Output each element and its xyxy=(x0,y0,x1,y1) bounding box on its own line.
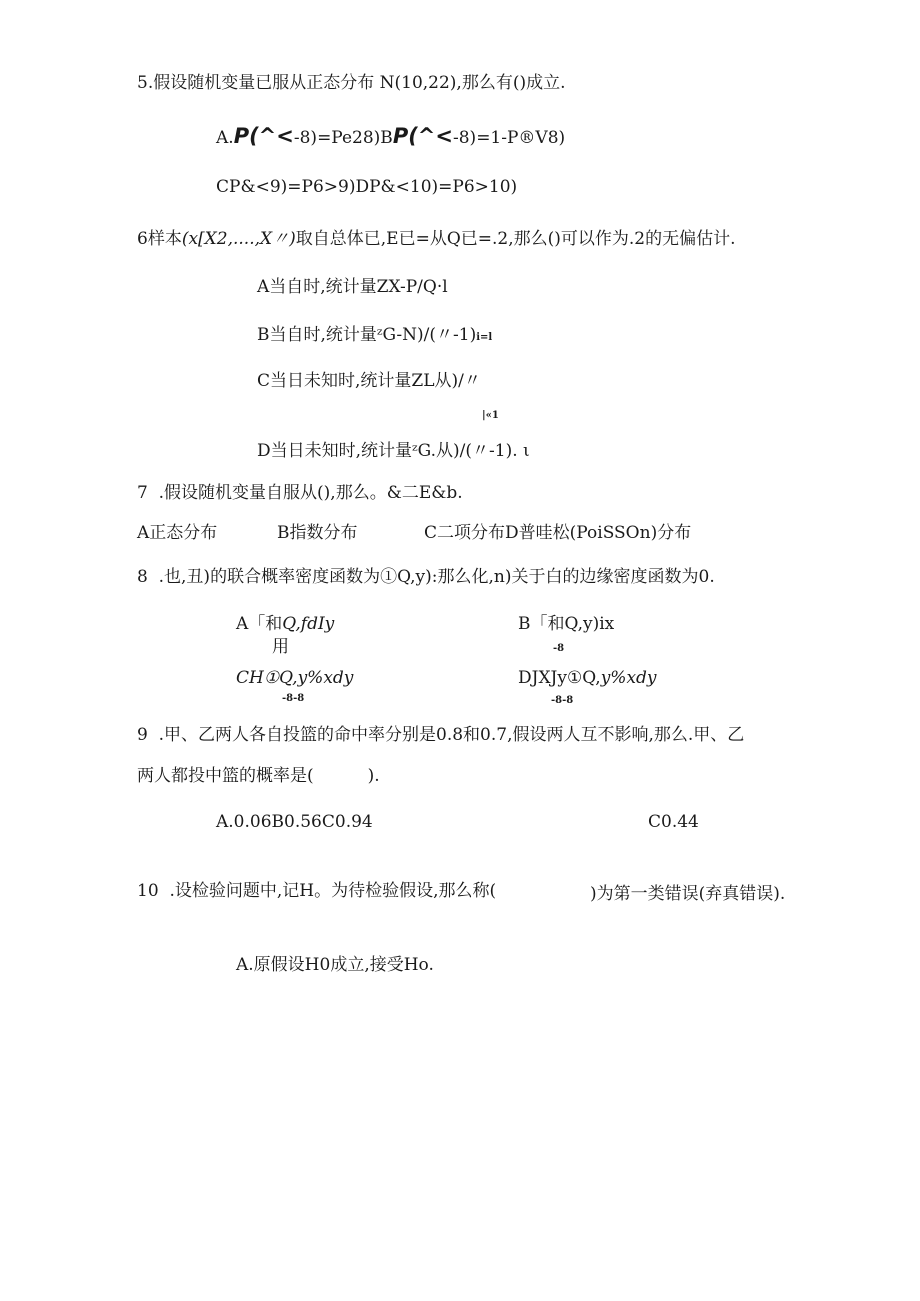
q8-option-a-prefix: A「和 xyxy=(236,614,283,634)
q9-option-d: C0.44 xyxy=(648,812,699,832)
q6-option-b-text: B当自时,统计量ᶻG-N)/(〃-1) xyxy=(257,325,477,345)
q8-option-c: CH①Q,y%xdy xyxy=(236,668,354,688)
q7-option-b: B指数分布 xyxy=(277,523,358,543)
q8-option-d-expr: y%xdy xyxy=(600,668,657,688)
q8-stem: 8 .也,丑)的联合概率密度函数为①Q,y):那么化,n)关于白的边缘密度函数为0. xyxy=(137,567,715,587)
q5-stem: 5.假设随机变量已服从正态分布 N(10,22),那么有()成立. xyxy=(137,73,566,93)
q8-option-b-sub: -8 xyxy=(553,643,565,654)
q8-option-c-sub: -8-8 xyxy=(282,693,305,704)
q10-stem-end: )为第一类错误(弃真错误). xyxy=(590,884,786,904)
q6-option-b-sub: i=l xyxy=(476,332,493,343)
q6-option-c-sub: |«1 xyxy=(482,410,499,421)
q6-stem xyxy=(137,229,736,249)
q5-opt-a-prob: P(^< xyxy=(233,124,294,148)
q7-option-cd: C二项分布D普哇松(PoiSSOn)分布 xyxy=(424,523,692,543)
q6-option-b xyxy=(257,325,492,345)
q8-option-d-prefix: DJXJy①Q, xyxy=(518,668,601,688)
q5-opt-a-prefix: A. xyxy=(216,128,234,148)
q10-option-a: A.原假设H0成立,接受Ho. xyxy=(236,955,434,975)
q5-options-ab xyxy=(216,126,565,148)
q6-option-c: C当日未知时,统计量ZL从)/〃 xyxy=(257,371,481,391)
q8-option-a-expr: Q,fdIy xyxy=(282,614,335,634)
q6-stem-start: 6样本 xyxy=(137,229,182,249)
q6-option-a: A当自时,统计量ZX-P/Q·l xyxy=(257,277,448,297)
q6-option-d: D当日未知时,统计量ᶻG.从)/(〃-1). ι xyxy=(257,441,530,461)
q9-options-abc: A.0.06B0.56C0.94 xyxy=(216,812,373,832)
q5-opt-b-prob: P(^< xyxy=(392,124,453,148)
q5-opt-b-end: -8)=1-P®V8) xyxy=(453,128,566,148)
q8-option-d-sub: -8-8 xyxy=(551,695,574,706)
q8-option-b: B「和Q,y)ix xyxy=(518,614,615,634)
q7-option-a: A正态分布 xyxy=(137,523,218,543)
q6-stem-sample: (x[X2,....,X〃) xyxy=(181,229,296,249)
q8-option-d xyxy=(518,668,657,688)
q9-stem-line2: 两人都投中篮的概率是( ). xyxy=(137,766,380,786)
q8-option-a-under: 用 xyxy=(272,637,289,657)
q10-stem-start: 10 .设检验问题中,记H。为待检验假设,那么称( xyxy=(137,881,497,901)
q6-stem-end: 取自总体已,E已=从Q已=.2,那么()可以作为.2的无偏估计. xyxy=(295,229,736,249)
q7-stem: 7 .假设随机变量自服从(),那么。&二E&b. xyxy=(137,483,463,503)
q5-opt-a-mid: -8)=Pe28)B xyxy=(293,128,393,148)
q9-stem-line1: 9 .甲、乙两人各自投篮的命中率分别是0.8和0.7,假设两人互不影响,那么.甲、乙 xyxy=(137,725,745,745)
q5-options-cd: CP&<9)=P6>9)DP&<10)=P6>10) xyxy=(216,177,518,197)
q8-option-a xyxy=(236,614,334,634)
